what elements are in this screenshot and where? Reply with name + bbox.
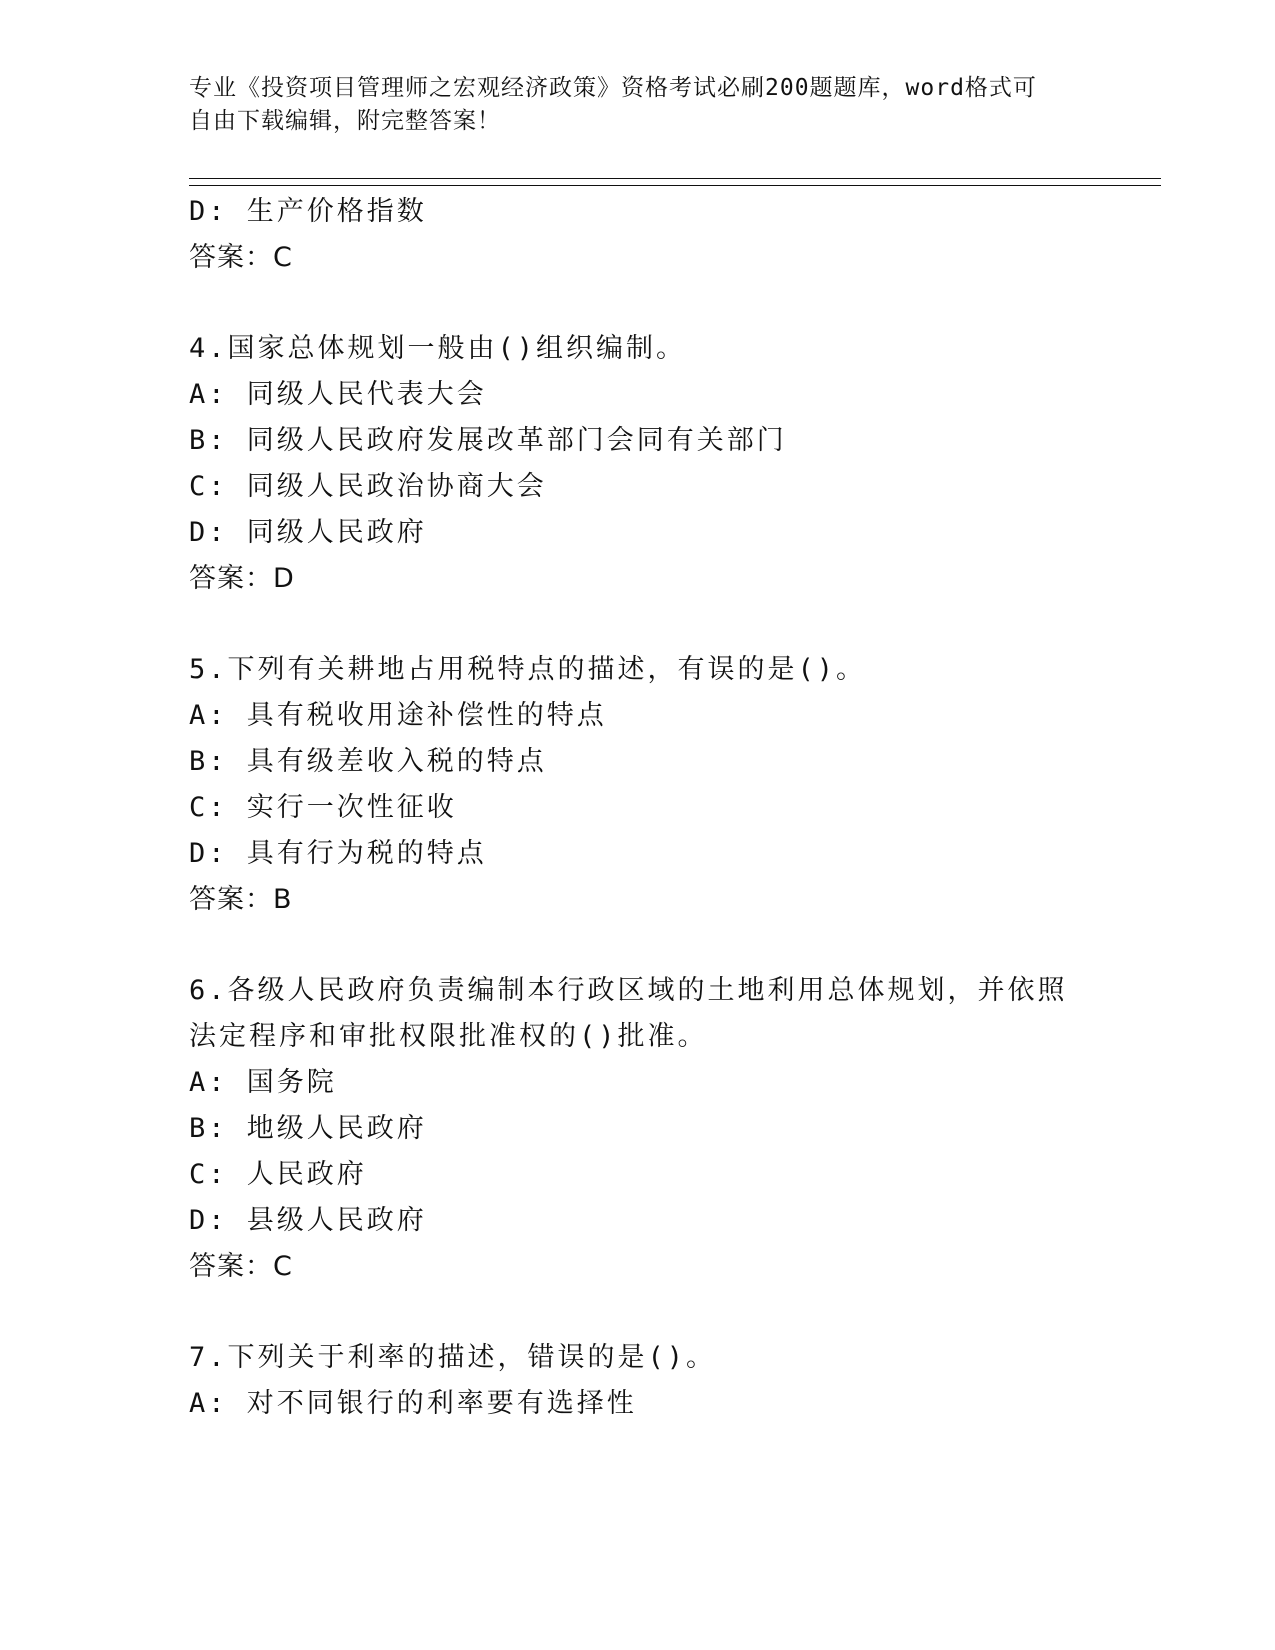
question-stem: 6.各级人民政府负责编制本行政区域的土地利用总体规划，并依照法定程序和审批权限批准权的()批准。 xyxy=(189,975,1068,1052)
spacer xyxy=(189,923,1149,968)
question-6 xyxy=(189,968,1149,1290)
spacer xyxy=(189,602,1149,647)
option-c: C: 人民政府 xyxy=(189,1159,367,1190)
header-divider xyxy=(189,178,1161,186)
question-content xyxy=(189,189,1149,1427)
answer: 答案：C xyxy=(189,1251,293,1282)
option-d: D: 具有行为税的特点 xyxy=(189,838,487,869)
continued-option-d: D: 生产价格指数 xyxy=(189,196,427,227)
option-d: D: 县级人民政府 xyxy=(189,1205,427,1236)
option-b: B: 具有级差收入税的特点 xyxy=(189,746,547,777)
answer: 答案：D xyxy=(189,563,295,594)
continued-answer: 答案：C xyxy=(189,242,293,273)
option-a: A: 具有税收用途补偿性的特点 xyxy=(189,700,607,731)
question-stem: 4.国家总体规划一般由()组织编制。 xyxy=(189,333,687,364)
question-4 xyxy=(189,326,1149,602)
question-stem: 5.下列有关耕地占用税特点的描述，有误的是()。 xyxy=(189,654,867,685)
option-a: A: 同级人民代表大会 xyxy=(189,379,487,410)
option-c: C: 实行一次性征收 xyxy=(189,792,457,823)
option-b: B: 地级人民政府 xyxy=(189,1113,427,1144)
option-c: C: 同级人民政治协商大会 xyxy=(189,471,547,502)
option-a: A: 对不同银行的利率要有选择性 xyxy=(189,1388,637,1419)
option-a: A: 国务院 xyxy=(189,1067,337,1098)
question-7 xyxy=(189,1335,1149,1427)
option-d: D: 同级人民政府 xyxy=(189,517,427,548)
question-5 xyxy=(189,647,1149,923)
header-title-line-2: 自由下载编辑，附完整答案！ xyxy=(189,108,501,134)
page-header xyxy=(189,72,1069,138)
spacer xyxy=(189,1290,1149,1335)
spacer xyxy=(189,281,1149,326)
answer: 答案：B xyxy=(189,884,293,915)
header-title-line-1: 专业《投资项目管理师之宏观经济政策》资格考试必刷200题题库，word格式可 xyxy=(189,75,1037,101)
option-b: B: 同级人民政府发展改革部门会同有关部门 xyxy=(189,425,787,456)
question-stem: 7.下列关于利率的描述，错误的是()。 xyxy=(189,1342,717,1373)
